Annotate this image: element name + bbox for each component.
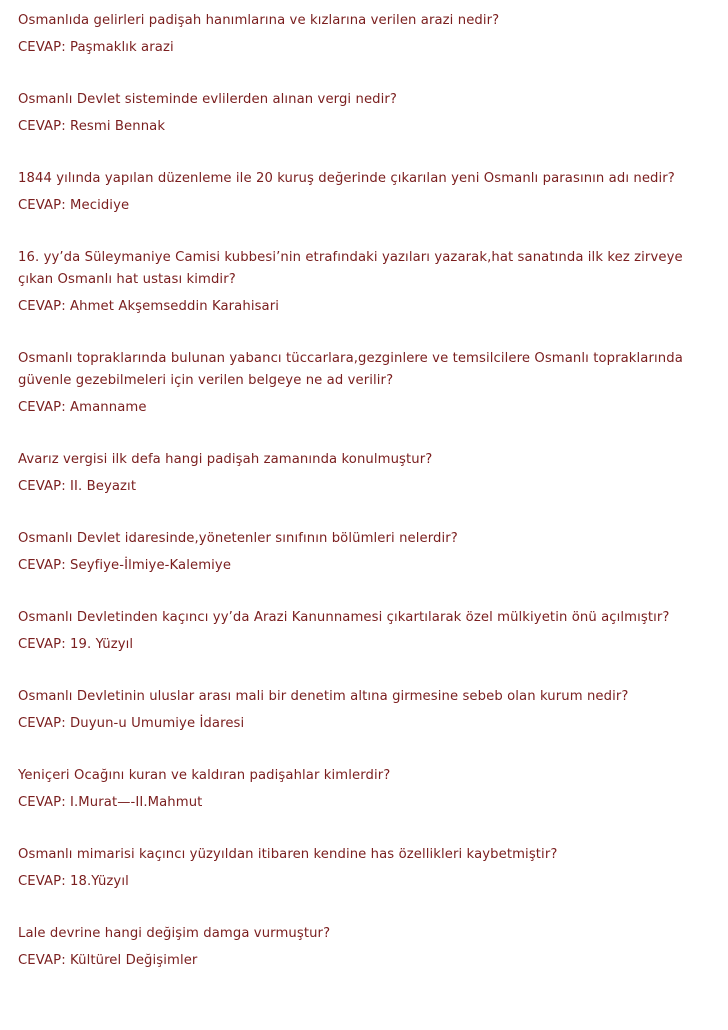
answer-text: CEVAP: II. Beyazıt (18, 479, 137, 494)
answer-text: CEVAP: I.Murat—-II.Mahmut (18, 795, 203, 810)
qa-item-4 (18, 247, 718, 318)
question (18, 765, 718, 787)
question (18, 607, 718, 629)
qa-item-2 (18, 89, 718, 138)
question-text: 1844 yılında yapılan düzenleme ile 20 kuruş değerinde çıkarılan yeni Osmanlı parasının adı nedir? (18, 171, 675, 186)
question (18, 686, 718, 708)
question-text: Osmanlı mimarisi kaçıncı yüzyıldan itibaren kendine has özellikleri kaybetmiştir? (18, 847, 558, 862)
answer-text: CEVAP: 19. Yüzyıl (18, 637, 134, 652)
qa-item-6 (18, 449, 718, 498)
question-text: Lale devrine hangi değişim damga vurmuştur? (18, 926, 331, 941)
answer (18, 195, 718, 217)
qa-item-12 (18, 923, 718, 972)
question-text: Yeniçeri Ocağını kuran ve kaldıran padişahlar kimlerdir? (18, 768, 391, 783)
answer-text: CEVAP: Paşmaklık arazi (18, 40, 174, 55)
qa-item-1 (18, 10, 718, 59)
answer (18, 950, 718, 972)
question (18, 844, 718, 866)
answer (18, 555, 718, 577)
question-text-line-1: 16. yy’da Süleymaniye Camisi kubbesi’nin etrafındaki yazıları yazarak,hat sanatında ilk kez zirveye (18, 250, 683, 265)
question (18, 528, 718, 550)
question (18, 168, 718, 190)
question-text-line-1: Osmanlı topraklarında bulunan yabancı tüccarlara,gezginlere ve temsilcilere Osmanlı topraklarında (18, 351, 683, 366)
qa-item-5 (18, 348, 718, 419)
answer-text: CEVAP: Amanname (18, 400, 147, 415)
answer-text: CEVAP: Duyun-u Umumiye İdaresi (18, 716, 245, 731)
answer (18, 634, 718, 656)
qa-item-9 (18, 686, 718, 735)
question-text: Osmanlı Devletinden kaçıncı yy’da Arazi Kanunnamesi çıkartılarak özel mülkiyetin önü açılmıştır? (18, 610, 670, 625)
answer-text: CEVAP: Kültürel Değişimler (18, 953, 198, 968)
answer-text: CEVAP: Resmi Bennak (18, 119, 166, 134)
answer (18, 296, 718, 318)
question (18, 348, 718, 392)
answer (18, 397, 718, 419)
document-page (18, 10, 718, 972)
answer-text: CEVAP: 18.Yüzyıl (18, 874, 129, 889)
answer (18, 37, 718, 59)
question (18, 923, 718, 945)
question-text-line-2: çıkan Osmanlı hat ustası kimdir? (18, 272, 236, 287)
question (18, 449, 718, 471)
question-text: Avarız vergisi ilk defa hangi padişah zamanında konulmuştur? (18, 452, 433, 467)
answer-text: CEVAP: Seyfiye-İlmiye-Kalemiye (18, 558, 232, 573)
question-text: Osmanlı Devletinin uluslar arası mali bir denetim altına girmesine sebeb olan kurum nedir? (18, 689, 629, 704)
qa-item-3 (18, 168, 718, 217)
answer (18, 871, 718, 893)
answer (18, 792, 718, 814)
answer (18, 476, 718, 498)
qa-item-11 (18, 844, 718, 893)
qa-item-8 (18, 607, 718, 656)
question-text: Osmanlı Devlet sisteminde evlilerden alınan vergi nedir? (18, 92, 398, 107)
question-text-line-2: güvenle gezebilmeleri için verilen belgeye ne ad verilir? (18, 373, 394, 388)
answer (18, 713, 718, 735)
qa-item-10 (18, 765, 718, 814)
question (18, 10, 718, 32)
question (18, 89, 718, 111)
answer-text: CEVAP: Ahmet Akşemseddin Karahisari (18, 299, 280, 314)
question-text: Osmanlıda gelirleri padişah hanımlarına ve kızlarına verilen arazi nedir? (18, 13, 500, 28)
answer (18, 116, 718, 138)
qa-item-7 (18, 528, 718, 577)
question-text: Osmanlı Devlet idaresinde,yönetenler sınıfının bölümleri nelerdir? (18, 531, 458, 546)
question (18, 247, 718, 291)
answer-text: CEVAP: Mecidiye (18, 198, 130, 213)
